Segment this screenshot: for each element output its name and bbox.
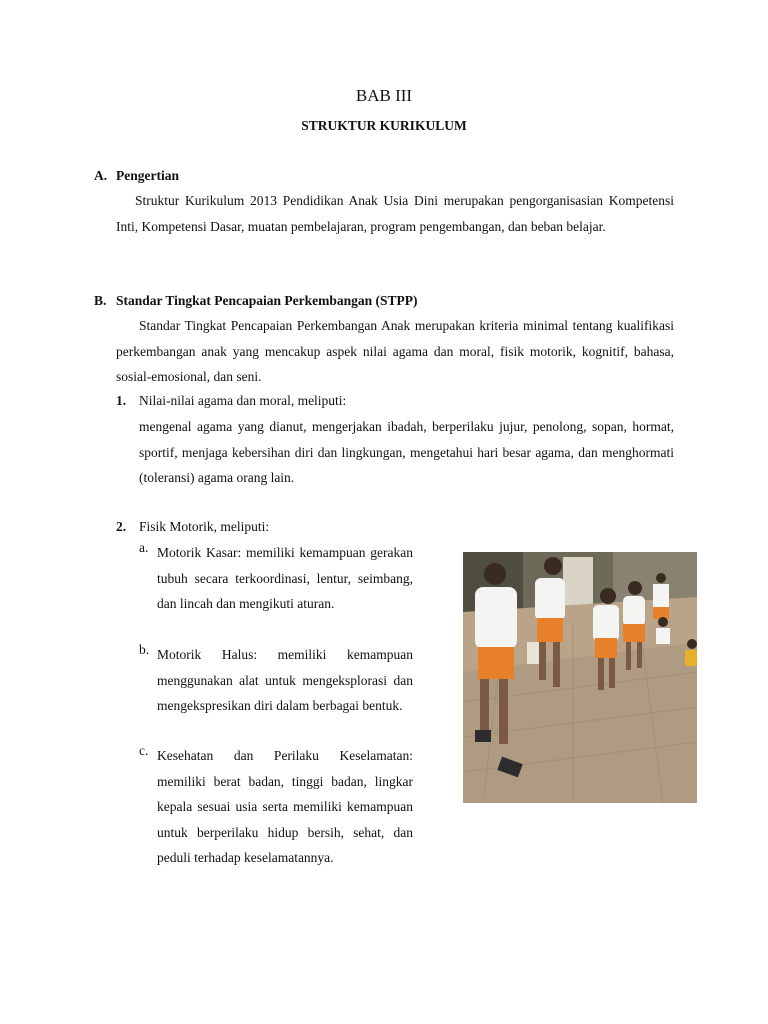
item-1-marker: 1.: [116, 393, 127, 408]
sub-c-paragraph: Kesehatan dan Perilaku Keselamatan: memiliki berat badan, tinggi badan, lingkar kepala sesuai usia serta memiliki kemampuan untuk berperilaku hidup bersih, sehat, dan peduli terhadap keselamatannya.: [157, 748, 413, 865]
section-a-paragraph: Struktur Kurikulum 2013 Pendidikan Anak Usia Dini merupakan pengorganisasian Kompetensi Inti, Kompetensi Dasar, muatan pembelajaran, program pengembangan, dan beban belajar.: [116, 193, 674, 234]
sub-a-marker: a.: [139, 540, 149, 555]
sub-c-marker: c.: [139, 743, 149, 758]
section-b-paragraph: Standar Tingkat Pencapaian Perkembangan Anak merupakan kriteria minimal tentang kualifikasi perkembangan anak yang mencakup aspek nilai agama dan moral, fisik motorik, kognitif, bahasa, sosial-emosional, dan seni.: [116, 318, 674, 384]
section-b-title: Standar Tingkat Pencapaian Perkembangan (STPP): [116, 293, 418, 308]
children-walking-photo: [463, 552, 697, 803]
section-a-heading: [94, 168, 179, 184]
sub-b-marker: b.: [139, 642, 150, 657]
item-2-label: Fisik Motorik, meliputi:: [139, 519, 270, 534]
item-2-heading: [116, 519, 269, 535]
section-b-heading: [94, 293, 418, 309]
section-a-title: Pengertian: [116, 168, 179, 183]
item-1-paragraph: mengenal agama yang dianut, mengerjakan ibadah, berperilaku jujur, penolong, sopan, hormat, sportif, menjaga kebersihan diri dan lingkungan, mengetahui hari besar agama, dan menghormati (toleransi) agama orang lain.: [139, 419, 674, 485]
child-figure-6: [656, 617, 670, 644]
chapter-title: BAB III: [355, 86, 413, 105]
section-a-marker: A.: [94, 168, 108, 183]
item-1-heading: [116, 393, 346, 409]
item-2-marker: 2.: [116, 519, 127, 534]
sub-b-paragraph: Motorik Halus: memiliki kemampuan menggunakan alat untuk mengeksplorasi dan mengekspresikan diri dalam berbagai bentuk.: [157, 647, 413, 713]
section-b-marker: B.: [94, 293, 107, 308]
item-1-label: Nilai-nilai agama dan moral, meliputi:: [139, 393, 347, 408]
chapter-subtitle: STRUKTUR KURIKULUM: [301, 118, 467, 133]
sub-a-paragraph: Motorik Kasar: memiliki kemampuan gerakan tubuh secara terkoordinasi, lentur, seimbang, dan lincah dan mengikuti aturan.: [157, 545, 413, 611]
